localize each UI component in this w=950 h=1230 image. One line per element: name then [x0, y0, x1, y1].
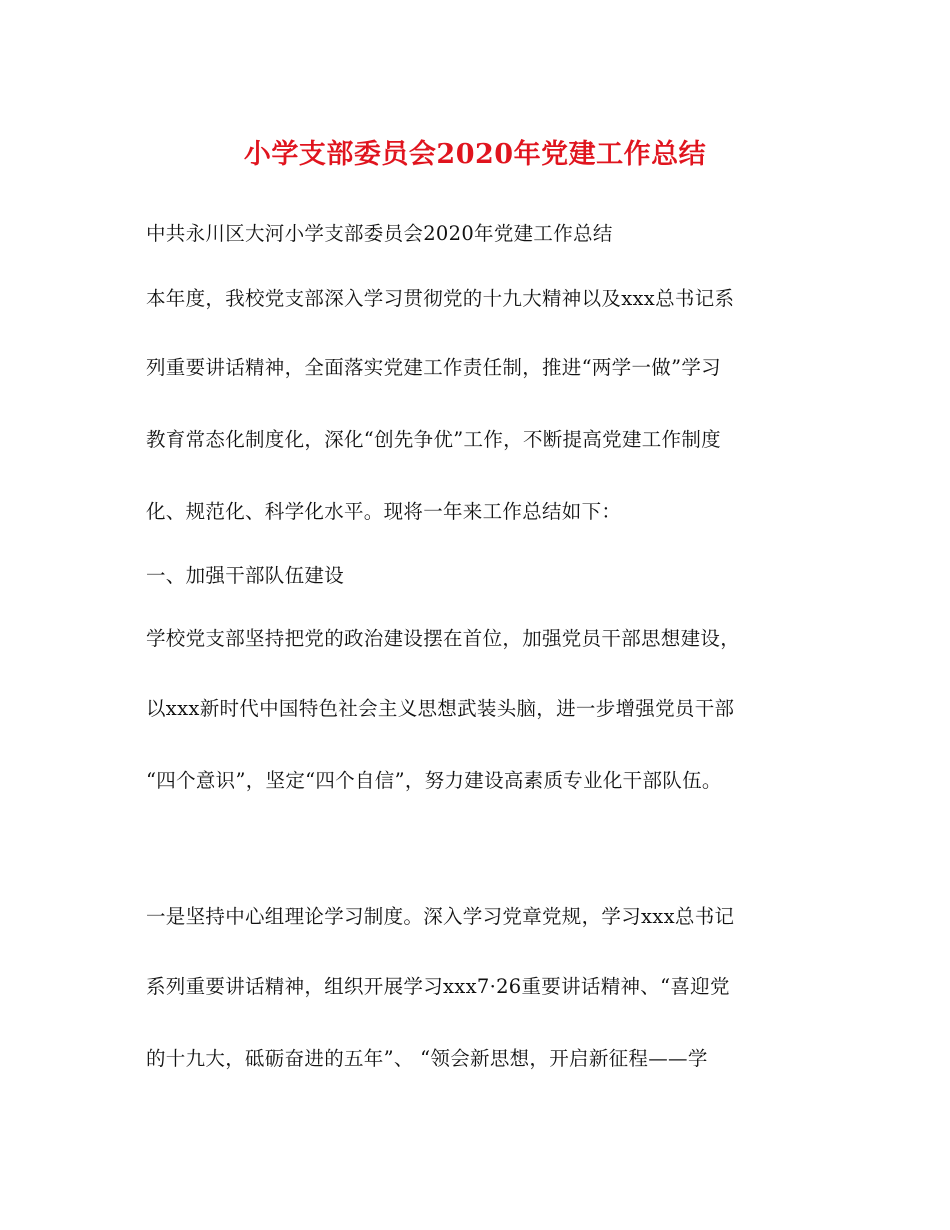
paragraph-line: “四个意识”，坚定“四个自信”，努力建设高素质专业化干部队伍。 — [146, 769, 722, 792]
paragraph-line: 教育常态化制度化，深化“创先争优”工作，不断提高党建工作制度 — [146, 428, 721, 451]
paragraph-line: 列重要讲话精神，全面落实党建工作责任制，推进“两学一做”学习 — [146, 356, 721, 379]
paragraph-line: 系列重要讲话精神，组织开展学习xxx7·26重要讲话精神、“喜迎党 — [146, 975, 730, 998]
paragraph-line: 化、规范化、科学化水平。现将一年来工作总结如下： — [146, 500, 622, 523]
paragraph-line: 的十九大，砥砺奋进的五年”、 “领会新思想，开启新征程——学 — [146, 1047, 708, 1070]
paragraph-line: 学校党支部坚持把党的政治建设摆在首位，加强党员干部思想建设， — [146, 627, 741, 650]
paragraph-line: 本年度，我校党支部深入学习贯彻党的十九大精神以及xxx总书记系 — [146, 287, 735, 310]
section-heading: 一、加强干部队伍建设 — [146, 564, 345, 587]
paragraph-line: 一是坚持中心组理论学习制度。深入学习党章党规，学习xxx总书记 — [146, 905, 735, 928]
paragraph-line: 以xxx新时代中国特色社会主义思想武装头脑，进一步增强党员干部 — [146, 697, 735, 720]
document-title: 小学支部委员会2020年党建工作总结 — [243, 139, 707, 170]
paragraph-line: 中共永川区大河小学支部委员会2020年党建工作总结 — [146, 222, 613, 245]
